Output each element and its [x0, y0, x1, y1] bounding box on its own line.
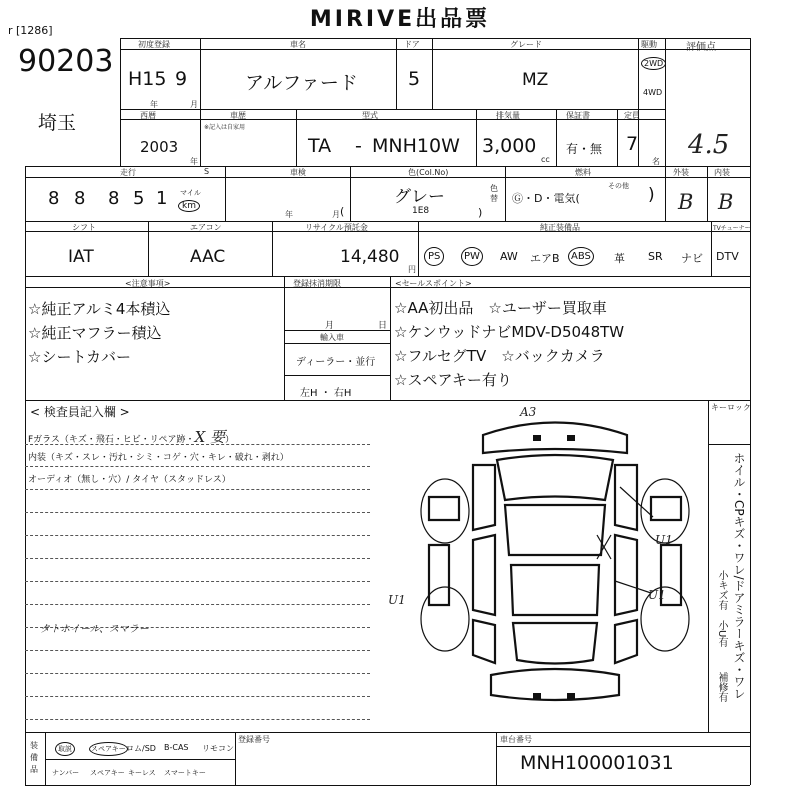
grade-label: グレード	[510, 40, 542, 49]
cc-unit: cc	[541, 155, 550, 164]
month-value: 9	[175, 68, 188, 90]
interior-line: 内装（キズ・スレ・汚れ・シミ・コゲ・穴・キレ・破れ・剥れ）	[28, 453, 289, 463]
displacement-value: 3,000	[482, 135, 537, 157]
mileage-unit-mile: マイル	[180, 189, 201, 197]
inspection-label: 車検	[290, 168, 306, 177]
equip-aw: AW	[500, 250, 518, 263]
side-legend-sub3: 補修有	[716, 672, 727, 702]
year-unit-2: 年	[190, 157, 198, 166]
equip-ps: PS	[424, 247, 444, 266]
dealer-option: ディーラー・並行	[296, 357, 376, 368]
inspection-month-unit: 月	[332, 210, 340, 219]
sales-points-label: <セールスポイント>	[395, 279, 472, 288]
mileage-digit: 8	[74, 188, 86, 209]
equip-sunroof: SR	[648, 250, 663, 263]
side-legend-main: ホイル・CPキズ・ワレ/ドアミラーキズ・ワレ	[732, 452, 746, 700]
interior-grade: B	[718, 190, 734, 214]
doors-label: ドア	[404, 40, 420, 49]
acc-bcas: B-CAS	[164, 743, 189, 752]
mileage-unit-km: km	[178, 200, 200, 212]
reg-deadline-label: 登録抹消期限	[293, 279, 341, 288]
history-label: 車歴	[230, 111, 246, 120]
mark-a3: A3	[520, 405, 537, 419]
acc-spare-key: スペアキー	[89, 742, 128, 756]
person-unit: 名	[652, 157, 660, 166]
mark-u1-left: U1	[388, 593, 406, 607]
mark-u1-right-rear: U1	[648, 588, 666, 602]
year-unit: 年	[150, 100, 158, 109]
exterior-grade: B	[678, 190, 694, 214]
recycle-label: リサイクル預託金	[305, 223, 368, 232]
import-label: 輸入車	[320, 333, 344, 342]
model-code: MNH10W	[372, 135, 460, 157]
grade-value: MZ	[522, 70, 549, 90]
fuel-other: その他	[608, 182, 629, 190]
note-item: ☆シートカバー	[28, 348, 131, 366]
chassis-number: MNH100001031	[520, 752, 674, 774]
mileage-digit: 5	[133, 188, 145, 209]
glass-close: ）	[225, 435, 235, 445]
reg-deadline-day: 日	[378, 321, 388, 331]
color-label: 色(Col.No)	[408, 168, 449, 177]
inspector-label: < 検査員記入欄 >	[30, 405, 130, 419]
insurance-value: 有・無	[566, 142, 603, 156]
side-legend-sub2: 小U有	[716, 620, 727, 648]
acc-manual: 取説	[55, 742, 75, 756]
equipment-label: 純正装備品	[540, 223, 580, 232]
rating-value: 4.5	[688, 130, 730, 160]
reg-deadline-month: 月	[325, 321, 335, 331]
keylock-label: キーロック	[711, 403, 751, 412]
inspection-year-unit: 年	[285, 210, 293, 219]
capacity-value: 7	[626, 133, 639, 155]
rating-label: 評価点	[686, 42, 716, 53]
equip-navi: ナビ	[681, 252, 703, 265]
displacement-label: 排気量	[496, 111, 520, 120]
aircon-label: エアコン	[190, 223, 222, 232]
car-name-value: アルファード	[245, 72, 358, 94]
equip-leather: 革	[614, 252, 625, 265]
fuel-label: 燃料	[575, 168, 591, 177]
lot-number: 90203	[18, 44, 114, 79]
mileage-digit: 8	[108, 188, 120, 209]
reg-number-label: 登録番号	[238, 735, 270, 744]
mileage-digit: 8	[48, 188, 60, 209]
acc-rom-sd: ロム/SD	[126, 744, 156, 753]
exterior-label: 外装	[673, 168, 689, 177]
aircon-value: AAC	[190, 247, 226, 267]
glass-text: Fガラス（キズ・飛石・ヒビ・リペア跡・	[28, 435, 195, 445]
sales-point: ☆スペアキー有り	[394, 371, 512, 389]
model-label: 型式	[362, 111, 378, 120]
sales-point: ☆ケンウッドナビMDV-D5048TW	[394, 323, 625, 341]
year-value: 2003	[140, 138, 179, 156]
insurance-label: 保証書	[566, 111, 590, 120]
audio-line: オーディオ（無し・穴）/ タイヤ（スタッドレス）	[28, 475, 231, 485]
side-legend-sub1: 小キズ有	[716, 570, 727, 610]
chassis-label: 車台番号	[500, 735, 532, 744]
history-note: ※記入は自家用	[204, 124, 246, 131]
mileage-label: 走行	[120, 168, 136, 177]
drive-label: 駆動	[641, 40, 657, 49]
yen-unit: 円	[408, 265, 416, 274]
equip-dtv: DTV	[716, 250, 739, 263]
sales-point: ☆フルセグTV ☆バックカメラ	[394, 347, 605, 365]
note-item: ☆純正アルミ4本積込	[28, 300, 171, 318]
mark-u1-right-front: U1	[655, 533, 673, 547]
seireki-label: 西暦	[140, 111, 156, 120]
recycle-value: 14,480	[340, 247, 400, 267]
fuel-close: )	[648, 185, 655, 205]
acc-remote: リモコン	[202, 744, 234, 753]
model-prefix: TA	[308, 135, 332, 157]
accessories-label: 装備品	[30, 741, 38, 774]
tuner-label: TVチューナー	[713, 225, 751, 232]
acc-spare-key-2: スペアキー	[90, 769, 125, 777]
acc-keyless: キーレス	[128, 769, 156, 777]
era-value: H15	[128, 68, 167, 90]
model-code-dash: -	[355, 135, 362, 157]
interior-label: 内装	[714, 168, 730, 177]
shift-label: シフト	[72, 223, 96, 232]
acc-plate: ナンバー	[52, 769, 80, 777]
notes-label: <注意事項>	[125, 279, 171, 288]
color-code: 1E8	[412, 206, 430, 216]
drive-4wd: 4WD	[643, 88, 663, 97]
color-name: グレー	[394, 187, 445, 207]
doors-value: 5	[408, 68, 421, 90]
region: 埼玉	[38, 112, 77, 134]
lot-code: r [1286]	[8, 24, 53, 37]
equip-pw: PW	[461, 247, 483, 266]
drive-2wd: 2WD	[641, 57, 666, 70]
form-title: MIRIVE出品票	[309, 7, 491, 32]
inspection-paren-open: (	[340, 205, 345, 218]
capacity-label: 定員	[624, 111, 640, 120]
mileage-digit: 1	[156, 188, 168, 209]
first-reg-label: 初度登録	[138, 40, 170, 49]
mileage-s: S	[204, 167, 210, 176]
shift-value: IAT	[68, 247, 94, 267]
color-paren-close: )	[478, 206, 483, 219]
note-item: ☆純正マフラー積込	[28, 324, 162, 342]
acc-smart-key: スマートキー	[164, 769, 206, 777]
color-side: 色替	[490, 184, 498, 203]
sales-point: ☆AA初出品 ☆ユーザー買取車	[394, 299, 607, 317]
steering-option: 左H ・ 右H	[300, 388, 352, 399]
equip-airbag: エアB	[530, 252, 560, 265]
fuel-options: Ⓖ・D・電気(	[512, 192, 580, 205]
equip-abs: ABS	[568, 247, 594, 266]
handwritten-note: タトホイール、スマラー	[40, 624, 149, 635]
car-damage-diagram	[415, 405, 705, 730]
month-unit: 月	[190, 100, 198, 109]
glass-mark: X 要	[194, 428, 226, 446]
car-name-label: 車名	[290, 40, 306, 49]
